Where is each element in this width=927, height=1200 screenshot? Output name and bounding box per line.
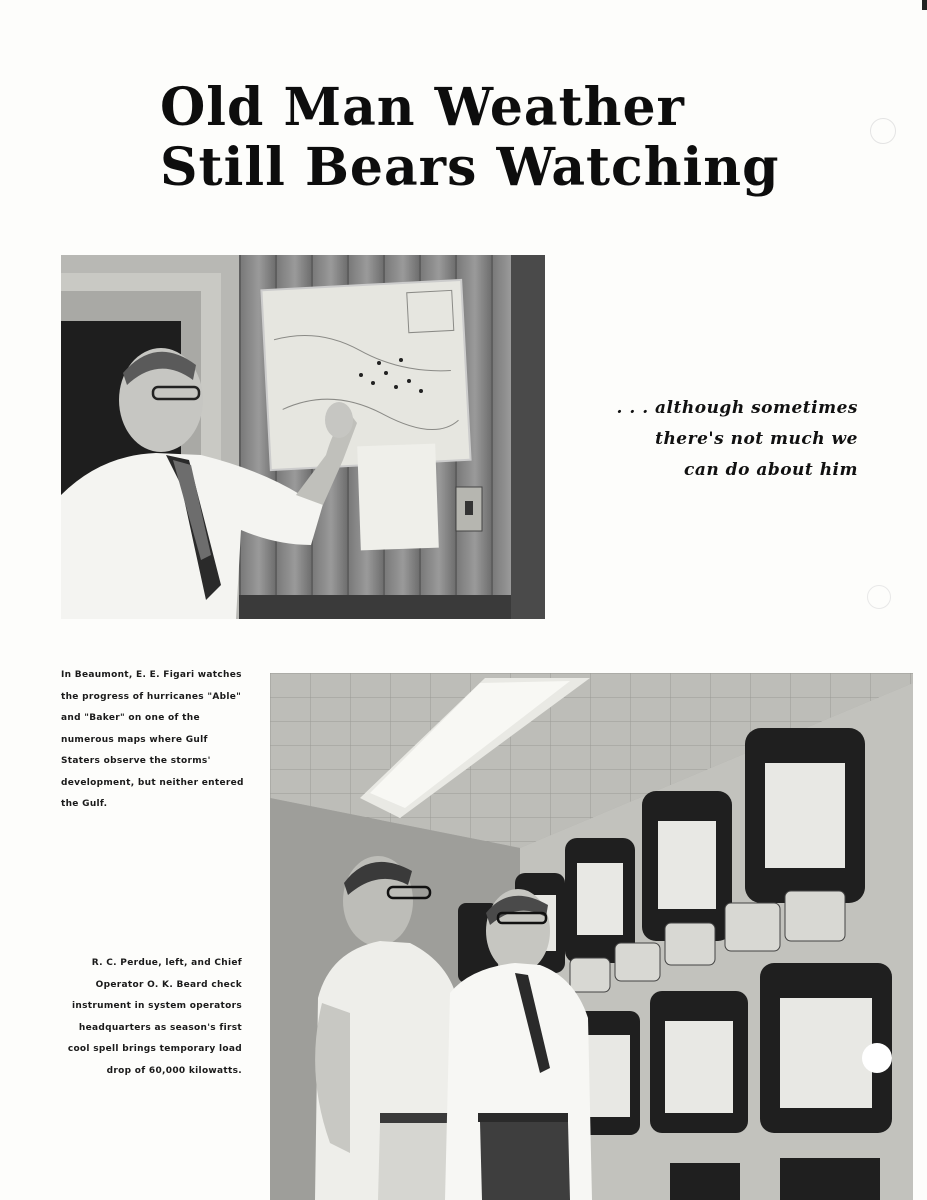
binder-hole-faint bbox=[867, 585, 891, 609]
article-title bbox=[160, 78, 900, 198]
caption-line: the Gulf. bbox=[61, 799, 108, 809]
page-edge-mark bbox=[922, 0, 927, 10]
subtitle-line-1: . . . although sometimes bbox=[616, 398, 858, 418]
photo-system-operators bbox=[270, 673, 913, 1200]
title-line-2: Still Bears Watching bbox=[160, 137, 780, 198]
article-subtitle bbox=[560, 393, 858, 486]
caption-line: development, but neither entered bbox=[61, 777, 244, 788]
caption-line: numerous maps where Gulf bbox=[61, 734, 208, 745]
caption-line: In Beaumont, E. E. Figari watches bbox=[61, 670, 242, 680]
caption-line: and "Baker" on one of the bbox=[61, 713, 200, 723]
binder-hole bbox=[862, 1043, 892, 1073]
subtitle-line-3: can do about him bbox=[684, 460, 858, 480]
binder-hole-faint bbox=[870, 118, 896, 144]
caption-line: cool spell brings temporary load bbox=[67, 1044, 242, 1054]
title-line-1: Old Man Weather bbox=[160, 77, 685, 138]
caption-line: the progress of hurricanes "Able" bbox=[61, 691, 242, 702]
caption-operators-photo bbox=[60, 953, 242, 1082]
caption-line: Operator O. K. Beard check bbox=[95, 979, 242, 990]
caption-map-photo bbox=[61, 665, 251, 816]
caption-line: Staters observe the storms' bbox=[61, 756, 211, 766]
caption-line: headquarters as season's first bbox=[78, 1022, 242, 1033]
subtitle-line-2: there's not much we bbox=[655, 429, 858, 449]
caption-line: drop of 60,000 kilowatts. bbox=[106, 1065, 242, 1076]
caption-line: R. C. Perdue, left, and Chief bbox=[91, 958, 242, 968]
caption-line: instrument in system operators bbox=[72, 1001, 242, 1011]
photo-map-watching bbox=[61, 255, 545, 619]
